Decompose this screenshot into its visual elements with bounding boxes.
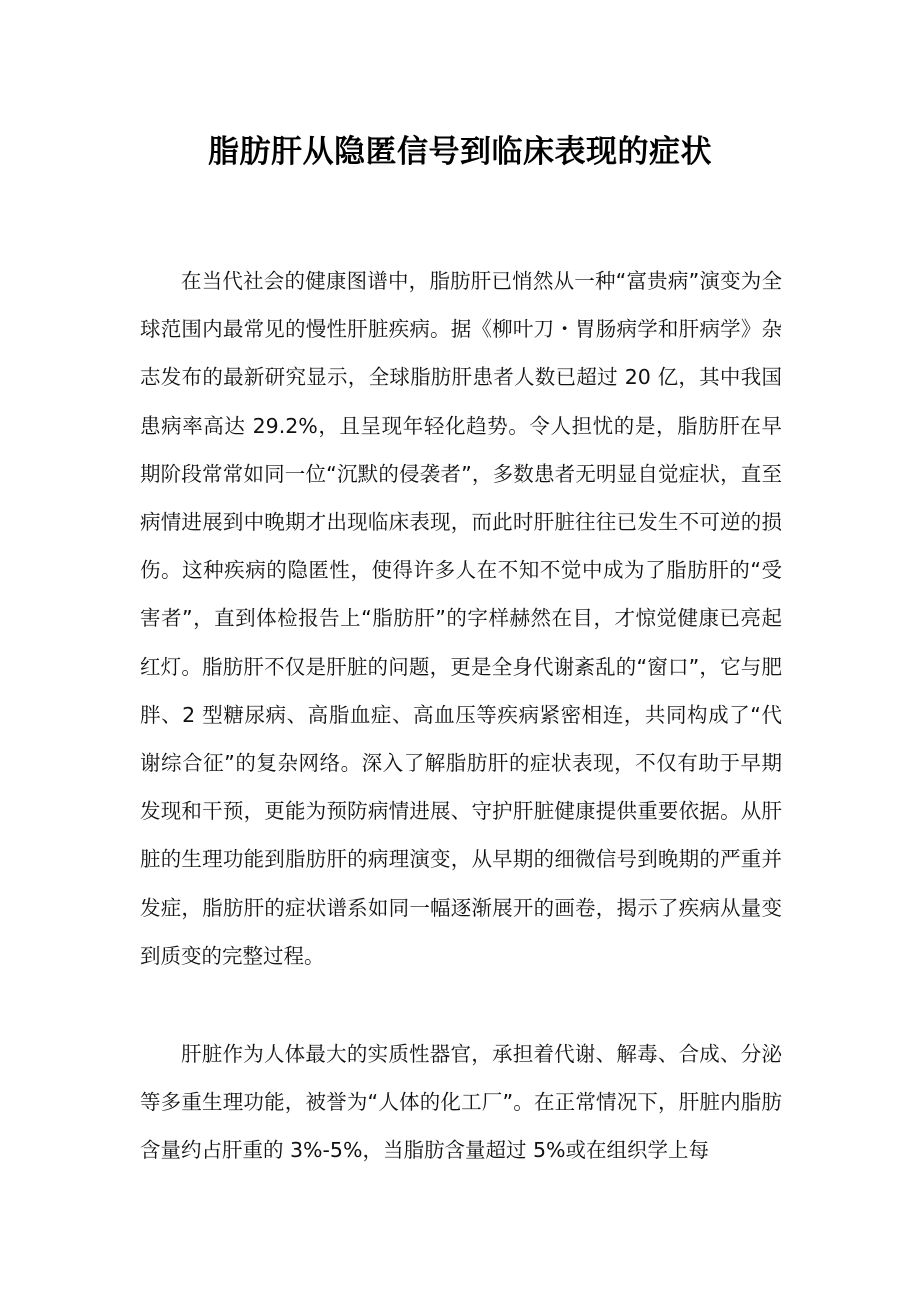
document-title: 脂肪肝从隐匿信号到临床表现的症状 xyxy=(208,134,712,170)
paragraph-liver-function: 肝脏作为人体最大的实质性器官，承担着代谢、解毒、合成、分泌等多重生理功能，被誉为“人体的化工厂”。在正常情况下，肝脏内脂肪含量约占肝重的 3%-5%，当脂肪含量超过 5%或在组织学上每 xyxy=(140,1042,782,1163)
paragraph-intro: 在当代社会的健康图谱中，脂肪肝已悄然从一种“富贵病”演变为全球范围内最常见的慢性肝脏疾病。据《柳叶刀・胃肠病学和肝病学》杂志发布的最新研究显示，全球脂肪肝患者人数已超过 20 亿，其中我国患病率高达 29.2%，且呈现年轻化趋势。令人担忧的是，脂肪肝在早期阶段常常如同一位“沉默的侵袭者”，多数患者无明显自觉症状，直至病情进展到中晚期才出现临床表现，而此时肝脏往往已发生不可逆的损伤。这种疾病的隐匿性，使得许多人在不知不觉中成为了脂肪肝的“受害者”，直到体检报告上“脂肪肝”的字样赫然在目，才惊觉健康已亮起红灯。脂肪肝不仅是肝脏的问题，更是全身代谢紊乱的“窗口”，它与肥胖、2 型糖尿病、高脂血症、高血压等疾病紧密相连，共同构成了“代谢综合征”的复杂网络。深入了解脂肪肝的症状表现，不仅有助于早期发现和干预，更能为预防病情进展、守护肝脏健康提供重要依据。从肝脏的生理功能到脂肪肝的病理演变，从早期的细微信号到晚期的严重并发症，脂肪肝的症状谱系如同一幅逐渐展开的画卷，揭示了疾病从量变到质变的完整过程。 xyxy=(140,269,782,968)
